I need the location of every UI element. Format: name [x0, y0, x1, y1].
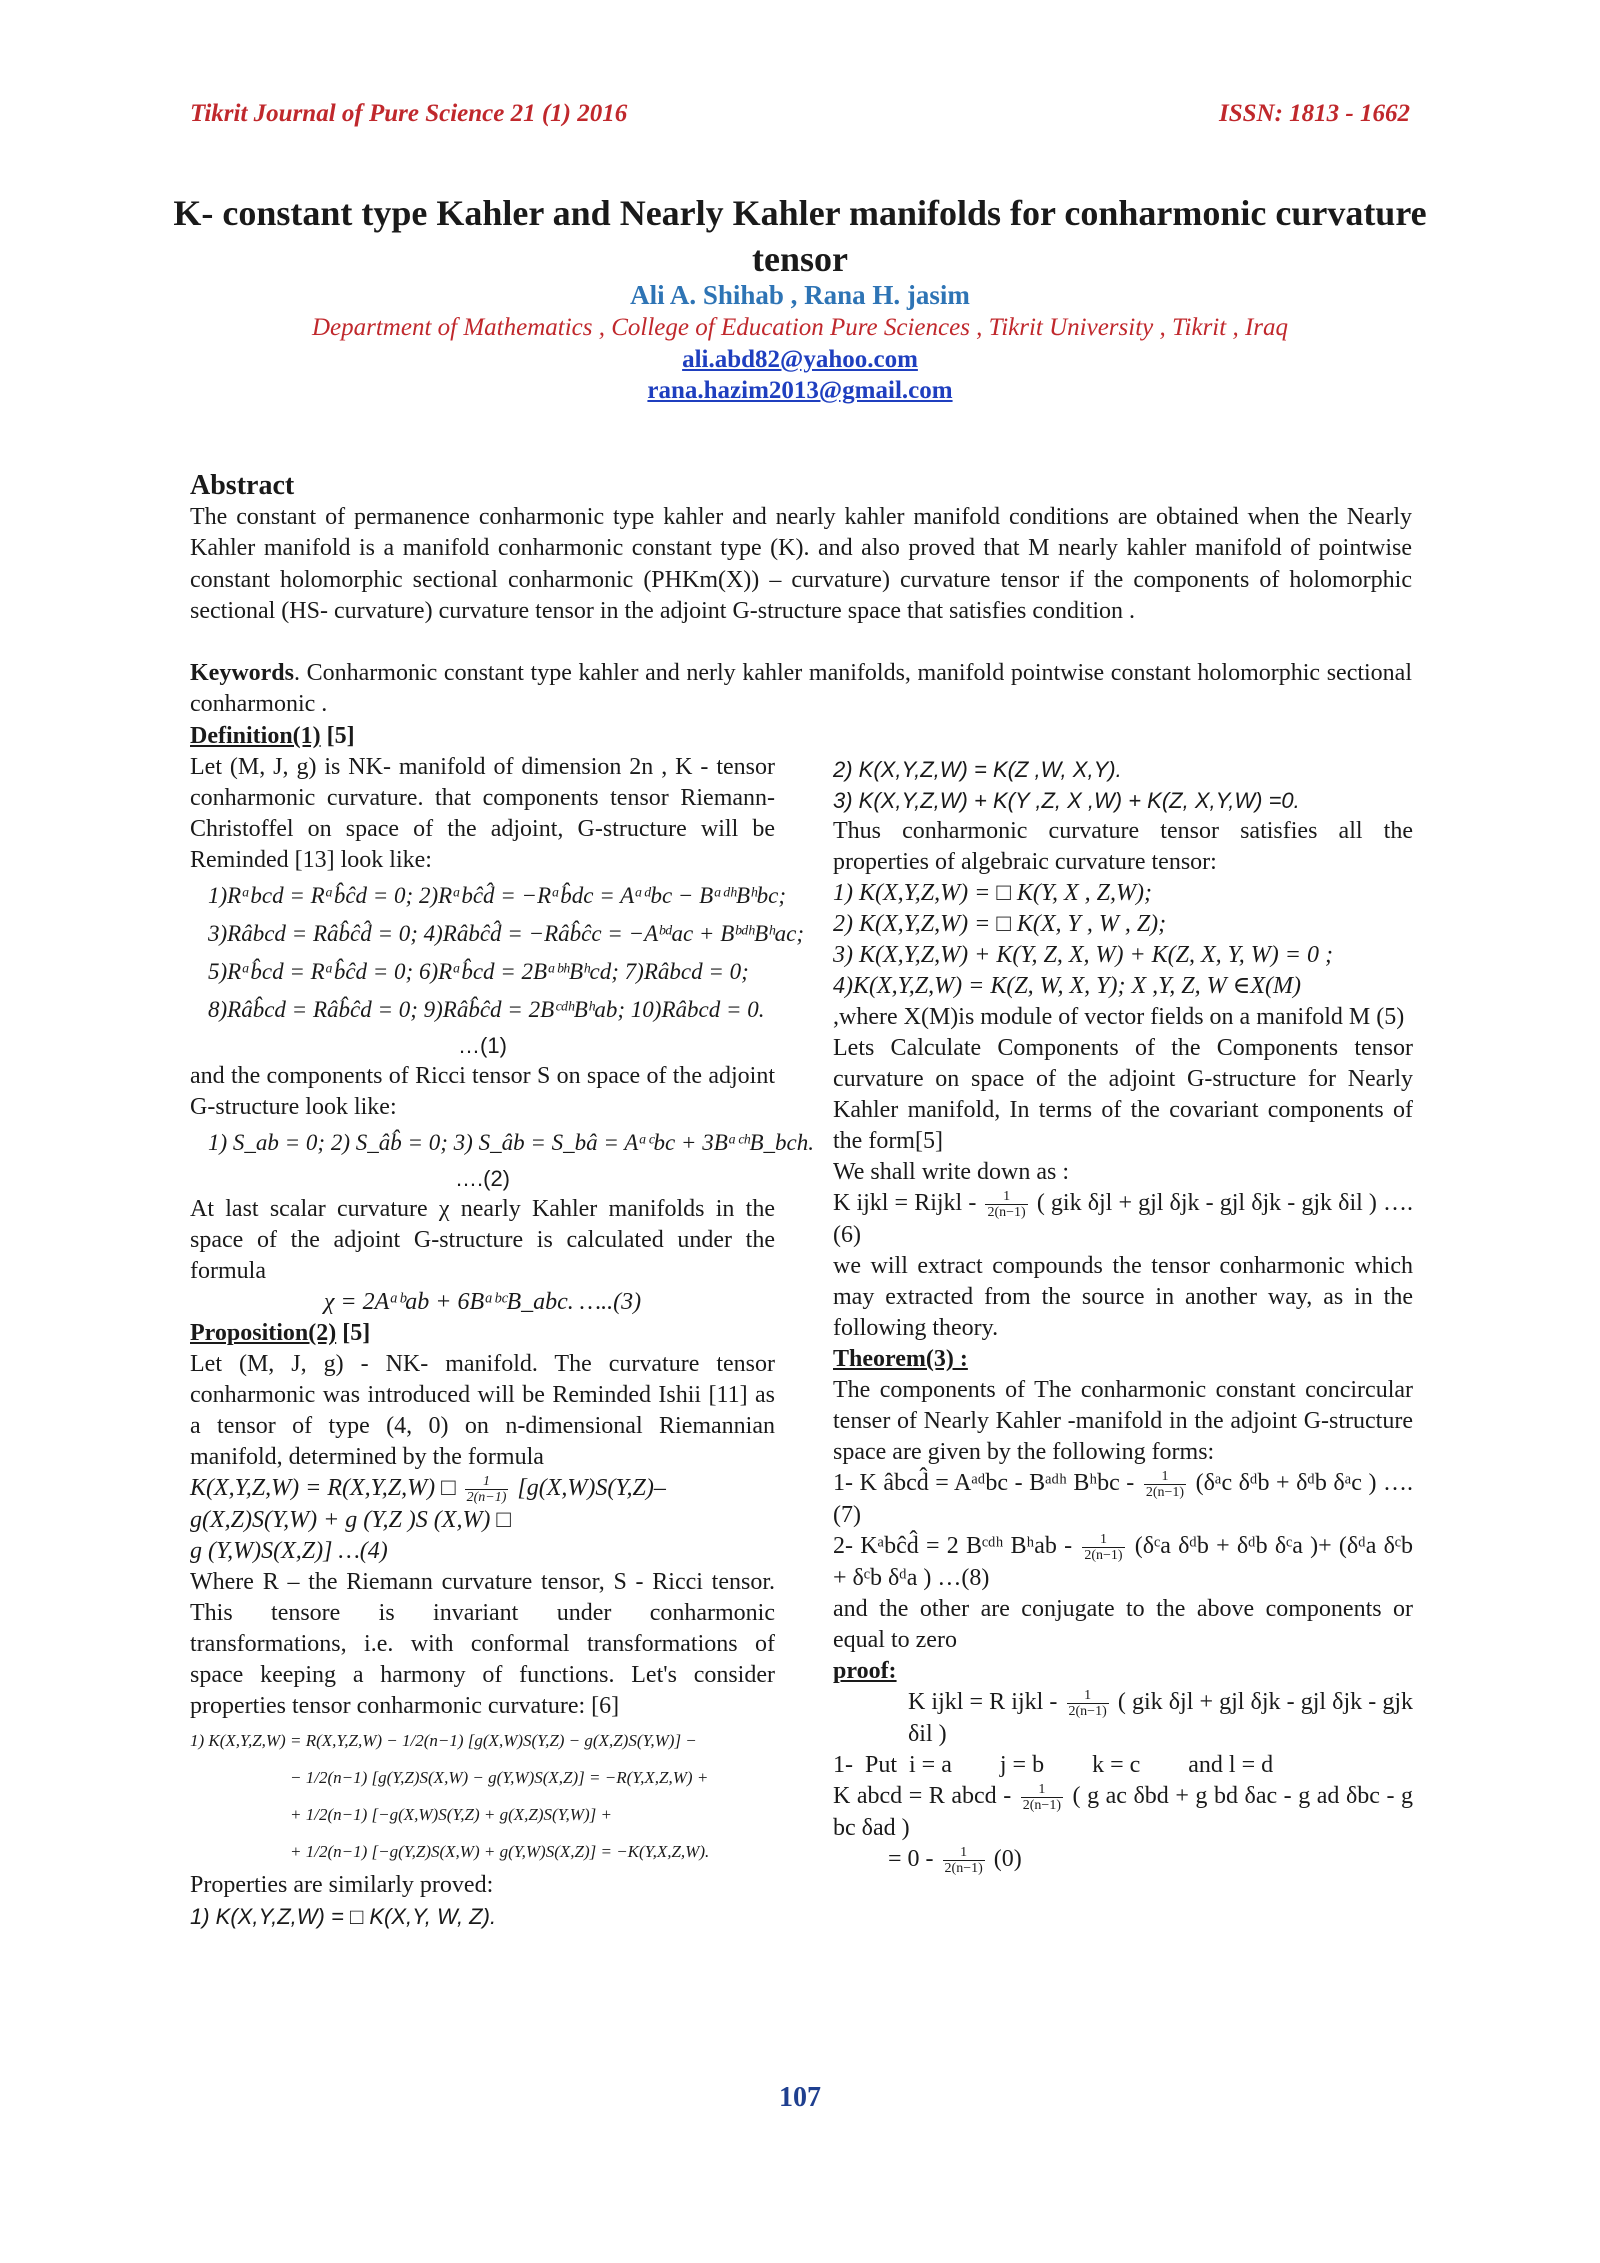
equation-1-line-1: 1)Rᵃbcd = Rᵃb̂ĉd = 0; 2)Rᵃbĉd̂ = −Rᵃb̂dc = Aᵃᵈbc − BᵃᵈʰBʰbc; — [208, 883, 786, 908]
formula-7 — [833, 1468, 1413, 1531]
equation-3: χ = 2Aᵃᵇab + 6BᵃᵇᶜB_abc. …..(3) — [323, 1289, 642, 1315]
proof-equation-lhs: K ijkl = R ijkl - — [908, 1688, 1058, 1715]
algebraic-property-2: 2) K(X,Y,Z,W) = □ K(X, Y , W , Z); — [833, 911, 1167, 937]
lets-calculate-text: Lets Calculate Components of the Components tensor curvature on space of the adjoint G-structure for Nearly Kahler manifold, In terms of the covariant components of the form[5] — [833, 1035, 1413, 1154]
email-link-1[interactable]: ali.abd82@yahoo.com — [682, 346, 918, 373]
equation-4-line-1 — [190, 1473, 775, 1505]
ricci-text: and the components of Ricci tensor S on space of the adjoint G-structure look like: — [190, 1063, 775, 1120]
write-down-text: We shall write down as : — [833, 1159, 1070, 1185]
property-line-2: − 1/2(n−1) [g(Y,Z)S(X,W) − g(Y,W)S(X,Z)] = −R(Y,X,Z,W) + — [290, 1767, 709, 1787]
property-2: 2) K(X,Y,Z,W) = K(Z ,W, X,Y). — [833, 757, 1122, 782]
page-number: 107 — [779, 2082, 821, 2113]
algebraic-property-4: 4)K(X,Y,Z,W) = K(Z, W, X, Y); X ,Y, Z, W ∈X(M) — [833, 973, 1301, 999]
conjugate-text: and the other are conjugate to the above components or equal to zero — [833, 1595, 1413, 1653]
algebraic-property-1: 1) K(X,Y,Z,W) = □ K(Y, X , Z,W); — [833, 880, 1152, 906]
proposition-heading: Proposition(2) — [190, 1320, 337, 1346]
proof-heading: proof: — [833, 1657, 897, 1684]
zero-equation-lhs: = 0 - — [888, 1845, 934, 1872]
equation-4-line-2: g(X,Z)S(Y,W) + g (Y,Z )S (X,W) □ — [190, 1506, 511, 1533]
right-column — [833, 754, 1413, 1876]
equation-1-line-2: 3)Râbcd = Râb̂ĉd̂ = 0; 4)Râbĉd̂ = −Râb̂ĉc = −Aᵇᵈac + BᵇᵈʰBʰac; — [208, 921, 805, 946]
property-3: 3) K(X,Y,Z,W) + K(Y ,Z, X ,W) + K(Z, X,Y,W) =0. — [833, 788, 1300, 813]
thus-text: Thus conharmonic curvature tensor satisfies all the properties of algebraic curvature tensor: — [833, 818, 1413, 875]
k-abcd-lhs: K abcd = R abcd - — [833, 1782, 1012, 1809]
property-line-3: + 1/2(n−1) [−g(X,W)S(Y,Z) + g(X,Z)S(Y,W)] + — [290, 1804, 612, 1824]
authors: Ali A. Shihab , Rana H. jasim — [630, 280, 970, 310]
affiliation: Department of Mathematics , College of Education Pure Sciences , Tikrit University , Tikrit , Iraq — [311, 314, 1288, 341]
equation-4-term: [g(X,W)S(Y,Z)– — [517, 1475, 666, 1501]
k-abcd-rhs: ( g ac δbd + g bd δac - g ad δbc - g bc δad ) — [833, 1782, 1413, 1841]
equation-1-line-3: 5)Rᵃb̂cd = Rᵃb̂ĉd = 0; 6)Rᵃb̂cd = 2BᵃᵇʰBʰcd; 7)Râbcd = 0; — [208, 959, 749, 984]
equation-1-line-4: 8)Râb̂cd = Râb̂ĉd = 0; 9)Râb̂ĉd = 2BᶜᵈʰBʰab; 10)Râbcd = 0. — [208, 997, 765, 1022]
fraction: $\frac{1}{2(n-1)}$ — [944, 1844, 983, 1876]
formula-7-rhs: (δᵃc δᵈb + δᵈb δᵃc ) ….(7) — [833, 1469, 1413, 1528]
proposition-ref: [5] — [336, 1320, 371, 1346]
keywords-label: Keywords — [190, 660, 294, 686]
fraction: $\frac{1}{2(n-1)}$ — [1022, 1781, 1061, 1813]
property-1: 1) K(X,Y,Z,W) = □ K(X,Y, W, Z). — [190, 1903, 497, 1929]
theorem-heading: Theorem(3) : — [833, 1345, 968, 1372]
property-line-1: 1) K(X,Y,Z,W) = R(X,Y,Z,W) − 1/2(n−1) [g(X,W)S(Y,Z) − g(X,Z)S(Y,W)] − — [190, 1730, 697, 1750]
scalar-text: At last scalar curvature χ nearly Kahler manifolds in the space of the adjoint G-structure is calculated under the formula — [190, 1196, 775, 1284]
equation-6-lhs: K ijkl = Rijkl - — [833, 1190, 977, 1216]
definition-text: Let (M, J, g) is NK- manifold of dimension 2n , K - tensor conharmonic curvature. that components tensor Riemann- Christoffel on space of the adjoint, G-structure will be Reminded [13] look like: — [190, 754, 775, 873]
where-text: Where R – the Riemann curvature tensor, S - Ricci tensor. This tensore is invariant under conharmonic transformations, i.e. with conformal transformations of space keeping a harmony of functions. Let's consider properties tensor conharmonic curvature: [6] — [190, 1568, 775, 1719]
definition-heading: Definition(1) — [190, 723, 321, 749]
zero-equation-rhs: (0) — [993, 1845, 1022, 1872]
formula-8-lhs: 2- Kᵃbĉd̂ = 2 Bᶜᵈʰ Bʰab - — [833, 1532, 1073, 1559]
journal-header: Tikrit Journal of Pure Science 21 (1) 2016 — [190, 100, 628, 127]
equation-4-line-3: g (Y,W)S(X,Z)] …(4) — [190, 1537, 388, 1564]
formula-8 — [833, 1531, 1413, 1594]
proof-equation-rhs: ( gik δjl + gjl δjk - gjl δjk - gjk δil ) — [908, 1688, 1414, 1747]
equation-2: 1) S_ab = 0; 2) S_âb̂ = 0; 3) S_âb = S_bâ = Aᵃᶜbc + 3BᵃᶜʰB_bch. — [208, 1130, 814, 1155]
fraction: $\frac{1}{2(n-1)}$ — [1068, 1687, 1107, 1719]
equation-4-lhs: K(X,Y,Z,W) = R(X,Y,Z,W) □ — [190, 1475, 456, 1501]
zero-equation — [833, 1844, 1413, 1876]
keywords-paragraph — [190, 658, 1412, 721]
fraction: $\frac{1}{2(n-1)}$ — [466, 1473, 507, 1505]
formula-7-lhs: 1- K âbcd̂ = Aᵃᵈbc - Bᵃᵈʰ Bʰbc - — [833, 1469, 1135, 1496]
module-text: ,where X(M)is module of vector fields on a manifold M (5) — [833, 1004, 1405, 1030]
proof-equation — [833, 1687, 1413, 1750]
similar-text: Properties are similarly proved: — [190, 1871, 494, 1898]
algebraic-property-3: 3) K(X,Y,Z,W) + K(Y, Z, X, W) + K(Z, X, Y, W) = 0 ; — [833, 942, 1333, 968]
email-link-2[interactable]: rana.hazim2013@gmail.com — [647, 377, 953, 404]
fraction: $\frac{1}{2(n-1)}$ — [987, 1188, 1026, 1220]
abstract-heading: Abstract — [190, 470, 295, 501]
equation-6-rhs: ( gik δjl + gjl δjk - gjl δjk - gjk δil ) ….(6) — [833, 1190, 1414, 1248]
equation-1-tag: …(1) — [458, 1033, 507, 1058]
extract-text: we will extract compounds the tensor conharmonic which may extracted from the source in another way, as in the following theory. — [833, 1252, 1413, 1341]
definition-ref: [5] — [320, 723, 355, 749]
left-column — [190, 721, 814, 1932]
equation-6 — [833, 1188, 1413, 1251]
abstract-text: The constant of permanence conharmonic type kahler and nearly kahler manifold conditions are obtained when the Nearly Kahler manifold is a manifold conharmonic constant type (K). and also proved that M nearly kahler manifold of pointwise constant holomorphic sectional conharmonic (PHKm(X)) – curvature) curvature tensor if the components of holomorphic sectional (HS- curvature) curvature tensor in the adjoint G-structure space that satisfies condition . — [190, 504, 1412, 624]
proposition-text: Let (M, J, g) - NK- manifold. The curvature tensor conharmonic was introduced will be Reminded Ishii [11] as a tensor of type (4, 0) on n-dimensional Riemannian manifold, determined by the formula — [190, 1351, 775, 1470]
paper-title: K- constant type Kahler and Nearly Kahler manifolds for conharmonic curvature tensor — [173, 193, 1427, 279]
k-abcd-equation — [833, 1781, 1413, 1844]
fraction: $\frac{1}{2(n-1)}$ — [1145, 1468, 1185, 1500]
equation-2-tag: ….(2) — [455, 1166, 510, 1191]
property-line-4: + 1/2(n−1) [−g(Y,Z)S(X,W) + g(Y,W)S(X,Z)] = −K(Y,X,Z,W). — [290, 1841, 710, 1861]
keywords-text: . Conharmonic constant type kahler and nerly kahler manifolds, manifold pointwise constant holomorphic sectional conharmonic . — [190, 660, 1412, 718]
theorem-text: The components of The conharmonic constant concircular tenser of Nearly Kahler -manifold in the adjoint G-structure space are given by the following forms: — [833, 1376, 1413, 1465]
fraction: $\frac{1}{2(n-1)}$ — [1084, 1531, 1123, 1563]
put-indices-text: 1- Put i = a j = b k = c and l = d — [833, 1751, 1274, 1778]
formula-8-rhs: (δᶜa δᵈb + δᵈb δᶜa )+ (δᵈa δᶜb + δᶜb δᵈa ) …(8) — [833, 1532, 1414, 1591]
issn-header: ISSN: 1813 - 1662 — [1219, 100, 1410, 127]
